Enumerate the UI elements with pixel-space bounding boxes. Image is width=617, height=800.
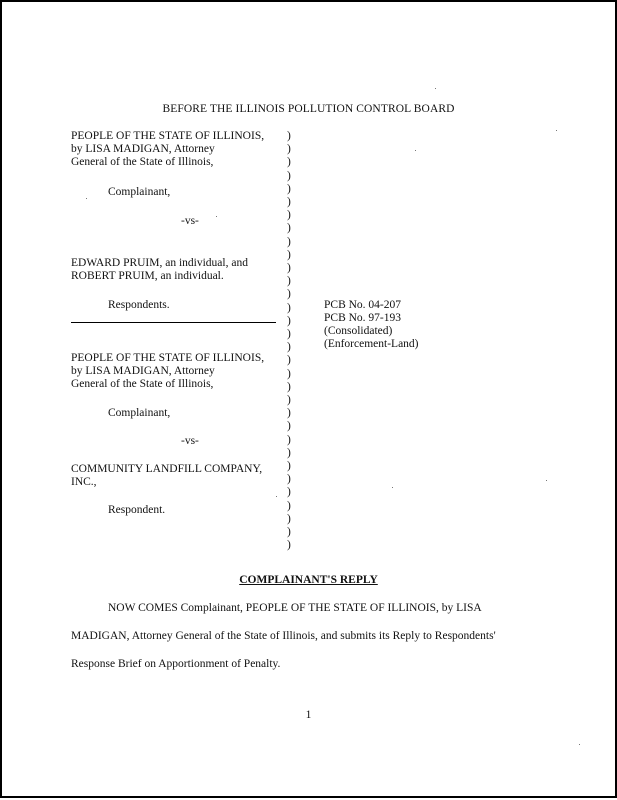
case2-respondent-line2: INC., [71,476,97,488]
scan-speck [556,130,557,131]
case1-party-line2: by LISA MADIGAN, Attorney [71,143,215,155]
body-line-2: MADIGAN, Attorney General of the State of Illinois, and submits its Reply to Respondents' [71,630,496,642]
case2-complainant-role: Complainant, [108,407,171,419]
scan-speck [579,744,580,745]
enforcement-note: (Enforcement-Land) [324,338,419,350]
caption-divider [71,322,276,323]
case-number-1: PCB No. 04-207 [324,299,401,311]
case2-respondent-line1: COMMUNITY LANDFILL COMPANY, [71,463,263,475]
consolidated-note: (Consolidated) [324,325,393,337]
scan-speck [435,88,436,89]
case1-respondent-role: Respondents. [108,299,170,311]
board-title: BEFORE THE ILLINOIS POLLUTION CONTROL BOARD [162,103,455,115]
scan-speck [415,150,416,151]
scan-speck [546,480,547,481]
case1-complainant-role: Complainant, [108,186,171,198]
case2-party-line1: PEOPLE OF THE STATE OF ILLINOIS, [71,352,265,364]
case1-party-line3: General of the State of Illinois, [71,156,214,168]
case1-versus: -vs- [181,215,199,227]
case2-versus: -vs- [181,435,199,447]
case2-party-line3: General of the State of Illinois, [71,378,214,390]
case2-party-line2: by LISA MADIGAN, Attorney [71,365,215,377]
case2-respondent-role: Respondent. [108,504,166,516]
reply-title: COMPLAINANT'S REPLY [239,574,378,586]
scan-speck [276,496,277,497]
case1-respondent-line1: EDWARD PRUIM, an individual, and [71,257,248,269]
scan-speck [216,216,217,217]
body-line-3: Response Brief on Apportionment of Penalty. [71,658,281,670]
body-line-1: NOW COMES Complainant, PEOPLE OF THE STATE OF ILLINOIS, by LISA [108,602,482,614]
case-number-2: PCB No. 97-193 [324,312,401,324]
caption-parenthesis-column: ) ) ) ) ) ) ) ) ) ) ) ) ) ) ) ) ) ) ) ) ) ) ) ) ) ) ) ) ) ) ) ) [287,130,291,552]
case1-respondent-line2: ROBERT PRUIM, an individual. [71,270,224,282]
case1-party-line1: PEOPLE OF THE STATE OF ILLINOIS, [71,130,265,142]
scan-speck [392,487,393,488]
scan-speck [86,198,87,199]
page-number: 1 [305,709,312,721]
